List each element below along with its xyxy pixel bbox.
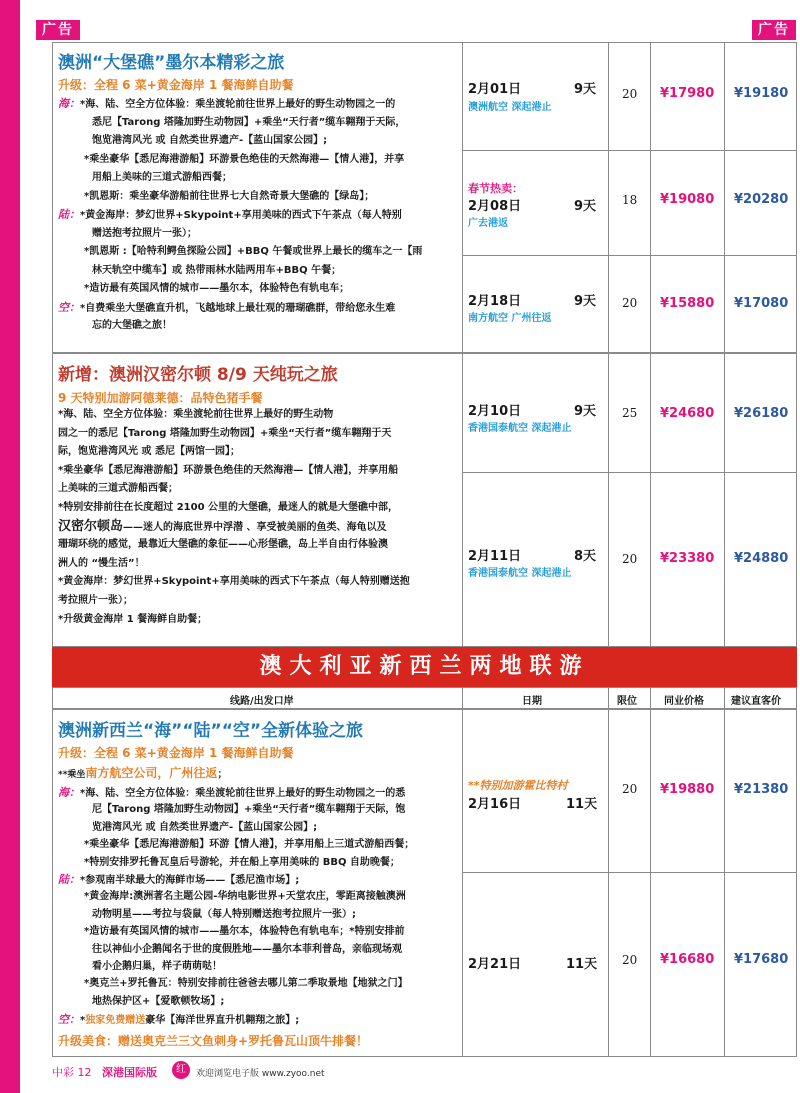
itinerary-line xyxy=(84,838,414,852)
departure-days: 9天 xyxy=(574,82,597,97)
itinerary-text: *升级黄金海岸 1 餐海鲜自助餐； xyxy=(58,613,208,625)
departure-carrier: 南方航空 广州往返 xyxy=(468,313,552,324)
retail-price: ¥20280 xyxy=(734,192,789,207)
itinerary-line xyxy=(58,557,145,571)
section-lead-label: 陆： xyxy=(58,208,80,221)
itinerary-text: 往以神仙小企鹅闻名于世的度假胜地——墨尔本菲利普岛，亲临现场观 xyxy=(92,943,402,955)
itinerary-text: *黄金海岸:澳洲著名主题公园-华纳电影世界+天堂农庄，零距离接触澳洲 xyxy=(84,891,406,903)
itinerary-line xyxy=(92,227,197,241)
seat-limit: 20 xyxy=(622,87,638,101)
air-text-free: 独家免费赠送 xyxy=(85,1015,146,1026)
header-date: 日期 xyxy=(522,696,542,707)
section3-air-line xyxy=(58,1013,299,1028)
left-edge-bar xyxy=(0,0,20,1093)
air-text-star: * xyxy=(80,1015,86,1026)
itinerary-line xyxy=(92,908,356,922)
section3-title: 澳洲新西兰“海”“陆”“空”全新体验之旅 xyxy=(58,721,364,741)
itinerary-line xyxy=(58,520,387,535)
itinerary-line xyxy=(58,594,133,608)
ad-label-left: 广告 xyxy=(36,20,80,40)
itinerary-line xyxy=(84,890,406,904)
seat-limit: 20 xyxy=(622,296,638,310)
itinerary-line xyxy=(58,464,398,478)
itinerary-text: 动物明星——考拉与袋鼠（每人特别赠送抱考拉照片一张）; xyxy=(92,908,356,920)
itinerary-line xyxy=(92,116,405,130)
retail-price: ¥19180 xyxy=(734,86,789,101)
itinerary-text: *海、陆、空全方位体验：乘坐渡轮前往世界上最好的野生动物园之一的 xyxy=(80,99,396,110)
itinerary-line xyxy=(84,245,422,259)
itinerary-line xyxy=(58,613,207,627)
itinerary-text: 考拉照片一张）； xyxy=(58,595,133,606)
departure-days: 9天 xyxy=(574,404,597,419)
itinerary-line xyxy=(58,301,395,316)
footer-brand: 中彩 12 xyxy=(52,1066,92,1079)
itinerary-text: *参观南半球最大的海鲜市场——【悉尼渔市场】; xyxy=(80,875,300,886)
promo-label: **特别加游霍比特村 xyxy=(468,779,568,792)
footer-logo-icon: 红 xyxy=(172,1061,190,1079)
itinerary-line xyxy=(58,445,240,459)
peer-price: ¥19080 xyxy=(660,192,715,207)
retail-price: ¥21380 xyxy=(734,782,789,797)
itinerary-line xyxy=(92,995,224,1009)
airline-prefix: **乘坐 xyxy=(58,770,86,780)
departure-carrier: 香港国泰航空 深起港止 xyxy=(468,568,572,579)
departure-date: 2月18日 xyxy=(468,294,522,309)
departure-date: 2月08日 xyxy=(468,199,522,214)
section3-food: 升级美食：赠送奥克兰三文鱼刺身+罗托鲁瓦山顶牛排餐！ xyxy=(58,1034,369,1048)
itinerary-text: 洲人的 “慢生活”！ xyxy=(58,557,145,569)
air-text-helicopter: 豪华【海洋世界直升机翱翔之旅】; xyxy=(145,1015,300,1026)
departure-date: 2月11日 xyxy=(468,549,522,564)
itinerary-line xyxy=(58,427,391,441)
retail-price: ¥26180 xyxy=(734,406,789,421)
departure-days: 11天 xyxy=(566,957,598,972)
highlight-text: 汉密尔顿岛 xyxy=(58,518,124,534)
section2-title: 新增：澳洲汉密尔顿 8/9 天纯玩之旅 xyxy=(58,365,338,385)
itinerary-text: 地热保护区+【爱歌顿牧场】; xyxy=(92,995,225,1007)
itinerary-line xyxy=(58,482,178,496)
itinerary-line xyxy=(92,171,232,185)
itinerary-text: 尼【Tarong 塔隆加野生动物园】+乘坐“天行者”缆车翱翔于天际，饱 xyxy=(92,804,406,816)
itinerary-text: *黄金海岸：梦幻世界+Skypoint+享用美味的西式下午茶点（每人特别赠送抱 xyxy=(58,576,410,588)
departure-days: 11天 xyxy=(566,797,598,812)
itinerary-text: *凯恩斯：乘坐豪华游船前往世界七大自然奇景大堡礁的【绿岛】； xyxy=(84,190,375,202)
itinerary-text: 珊瑚环绕的感觉，最靠近大堡礁的象征——心形堡礁，岛上半自由行体验澳 xyxy=(58,539,388,551)
footer-edition: 深港国际版 xyxy=(102,1066,157,1079)
promo-label: 春节热卖： xyxy=(468,182,523,195)
retail-price: ¥17080 xyxy=(734,296,789,311)
itinerary-text: *造访最有英国风情的城市——墨尔本，体验特色有轨电车；*特别安排前 xyxy=(84,926,405,938)
itinerary-text: 忘的大堡礁之旅！ xyxy=(92,320,172,331)
itinerary-text: *自费乘坐大堡礁直升机，飞越地球上最壮观的珊瑚礁群，带给您永生难 xyxy=(80,302,396,314)
itinerary-line xyxy=(92,943,402,957)
departure-carrier: 香港国泰航空 深起港止 xyxy=(468,423,572,434)
itinerary-line xyxy=(58,575,410,589)
itinerary-text: *凯恩斯 :【哈特利鳄鱼探险公园】+BBQ 午餐或世界上最长的缆车之一【雨 xyxy=(84,246,423,257)
departure-date: 2月01日 xyxy=(468,82,522,97)
itinerary-line xyxy=(84,856,400,870)
itinerary-line xyxy=(84,925,404,939)
itinerary-line xyxy=(84,153,404,167)
peer-price: ¥24680 xyxy=(660,406,715,421)
departure-date: 2月10日 xyxy=(468,404,522,419)
itinerary-text: 际，饱览港湾风光 或 悉尼【两馆一园】； xyxy=(58,446,240,458)
itinerary-line xyxy=(58,208,402,223)
itinerary-text: 览港湾风光 或 自然类世界遗产-【蓝山国家公园】; xyxy=(92,821,318,833)
seat-limit: 20 xyxy=(622,953,638,967)
header-route: 线路/出发口岸 xyxy=(230,696,294,707)
departure-carrier: 澳洲航空 深起港止 xyxy=(468,102,552,113)
itinerary-line xyxy=(58,408,333,422)
departure-carrier: 广去港返 xyxy=(468,218,508,229)
itinerary-text: *乘坐豪华【悉尼海港游船】环游【情人港】，并享用船上三道式游船西餐； xyxy=(84,839,415,851)
itinerary-text: 上美味的三道式游船西餐； xyxy=(58,483,178,495)
airline-suffix: ； xyxy=(217,769,228,780)
itinerary-line xyxy=(84,977,408,991)
section-lead-label: 海： xyxy=(58,786,80,799)
itinerary-text: *海、陆、空全方位体验：乘坐渡轮前往世界上最好的野生动物 xyxy=(58,409,334,420)
itinerary-text: 园之一的悉尼【Tarong 塔隆加野生动物园】+乘坐“天行者”缆车翱翔于天 xyxy=(58,427,392,439)
section-banner: 澳大利亚新西兰两地联游 xyxy=(52,647,797,687)
footer-site xyxy=(196,1066,325,1079)
itinerary-text: 林天轨空中缆车】或 热带雨林水陆两用车+BBQ 午餐； xyxy=(92,264,342,276)
seat-limit: 20 xyxy=(622,782,638,796)
itinerary-text: 看小企鹅归巢，样子萌萌哒！ xyxy=(92,961,222,972)
itinerary-text: *黄金海岸：梦幻世界+Skypoint+享用美味的西式下午茶点（每人特别 xyxy=(80,210,402,221)
lead-air: 空： xyxy=(58,1013,80,1026)
itinerary-line xyxy=(58,538,388,552)
itinerary-line xyxy=(58,873,299,888)
itinerary-text: *乘坐豪华【悉尼海港游船】环游景色绝佳的天然海港—【情人港】，并享用船 xyxy=(58,464,399,476)
section-lead-label: 陆： xyxy=(58,873,80,886)
itinerary-text: 饱览港湾风光 或 自然类世界遗产-【蓝山国家公园】; xyxy=(92,135,328,146)
retail-price: ¥24880 xyxy=(734,551,789,566)
footer-site-text: 欢迎浏览电子版 www.zyoo.net xyxy=(196,1069,325,1079)
seat-limit: 20 xyxy=(622,552,638,566)
header-retail: 建议直客价 xyxy=(731,696,781,707)
section-lead-label: 空： xyxy=(58,300,80,314)
section3-airline xyxy=(58,766,227,782)
section3-upgrade: 升级：全程 6 菜+黄金海岸 1 餐海鲜自助餐 xyxy=(58,746,294,760)
itinerary-line xyxy=(58,786,405,801)
section2-upgrade: 9 天特别加游阿德莱德：品特色猪手餐 xyxy=(58,391,263,405)
airline-name: 南方航空公司，广州往返 xyxy=(85,766,218,780)
peer-price: ¥19880 xyxy=(660,782,715,797)
itinerary-text: *造访最有英国风情的城市——墨尔本，体验特色有轨电车； xyxy=(84,283,350,294)
footer xyxy=(52,1064,157,1080)
itinerary-line xyxy=(92,134,327,148)
departure-date: 2月16日 xyxy=(468,797,522,812)
itinerary-line xyxy=(92,960,222,974)
itinerary-line xyxy=(92,803,405,817)
itinerary-text: 赠送抱考拉照片一张）； xyxy=(92,227,197,239)
header-seats: 限位 xyxy=(617,696,637,707)
peer-price: ¥16680 xyxy=(660,952,715,967)
section-lead-label: 海： xyxy=(58,97,80,110)
departure-days: 9天 xyxy=(574,294,597,309)
itinerary-text: ——迷人的海底世界中浮潜 、享受被美丽的鱼类、海龟以及 xyxy=(123,521,387,533)
itinerary-line xyxy=(92,264,341,278)
ad-label-right: 广告 xyxy=(752,20,796,40)
departure-date: 2月21日 xyxy=(468,957,522,972)
section1-upgrade: 升级：全程 6 菜+黄金海岸 1 餐海鲜自助餐 xyxy=(58,78,294,92)
itinerary-text: *特别安排罗托鲁瓦皇后号游轮，并在船上享用美味的 BBQ 自助晚餐； xyxy=(84,856,400,868)
itinerary-text: 用船上美味的三道式游船西餐； xyxy=(92,172,232,183)
itinerary-text: *海、陆、空全方位体验：乘坐渡轮前往世界上最好的野生动物园之一的悉 xyxy=(80,788,406,799)
itinerary-text: 悉尼【Tarong 塔隆加野生动物园】+乘坐“天行者”缆车翱翔于天际， xyxy=(92,116,406,128)
section1-title: 澳洲“大堡礁”墨尔本精彩之旅 xyxy=(58,53,285,73)
itinerary-line xyxy=(58,97,395,112)
itinerary-line xyxy=(84,190,374,204)
itinerary-line xyxy=(84,282,349,296)
header-peer: 同业价格 xyxy=(664,696,704,707)
peer-price: ¥15880 xyxy=(660,296,715,311)
peer-price: ¥17980 xyxy=(660,86,715,101)
seat-limit: 25 xyxy=(622,406,638,420)
itinerary-line xyxy=(58,501,398,515)
departure-days: 8天 xyxy=(574,549,597,564)
seat-limit: 18 xyxy=(622,193,638,207)
peer-price: ¥23380 xyxy=(660,551,715,566)
itinerary-line xyxy=(92,319,172,333)
retail-price: ¥17680 xyxy=(734,952,789,967)
departure-days: 9天 xyxy=(574,199,597,214)
itinerary-text: *奥克兰+罗托鲁瓦：特别安排前往爸爸去哪儿第二季取景地【地狱之门】 xyxy=(84,978,408,990)
itinerary-line xyxy=(92,821,317,835)
itinerary-text: *特别安排前往在长度超过 2100 公里的大堡礁，最迷人的就是大堡礁中部， xyxy=(58,502,399,513)
itinerary-text: *乘坐豪华【悉尼海港游船】环游景色绝佳的天然海港—【情人港】，并享 xyxy=(84,153,405,165)
